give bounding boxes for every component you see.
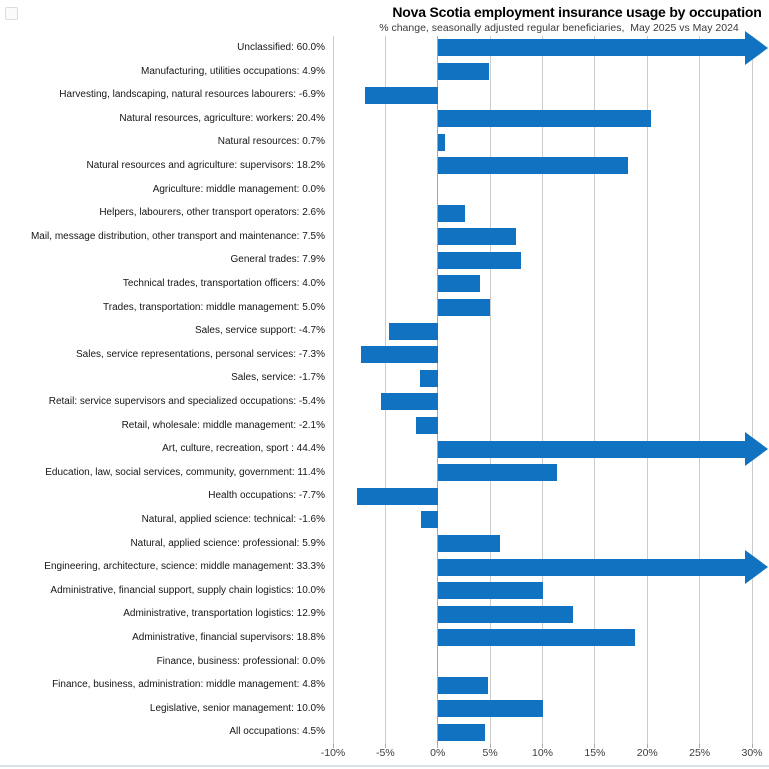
x-axis-tick-label: -10% bbox=[320, 747, 346, 759]
gridline bbox=[752, 36, 753, 744]
x-axis-tick-label: 25% bbox=[689, 747, 711, 759]
category-label: Administrative, transportation logistics: 12.9% bbox=[123, 608, 325, 620]
overflow-arrow-icon bbox=[745, 432, 769, 466]
bar bbox=[438, 205, 465, 222]
category-label: Administrative, financial supervisors: 18.8% bbox=[132, 632, 325, 643]
category-label: Mail, message distribution, other transport and maintenance: 7.5% bbox=[30, 230, 325, 242]
category-label: Engineering, architecture, science: middle management: 33.3% bbox=[44, 561, 325, 573]
overflow-arrow-icon bbox=[745, 31, 769, 65]
category-label: Retail: service supervisors and specialized occupations: -5.4% bbox=[48, 396, 325, 407]
chart-subtitle: % change, seasonally adjusted regular beneficiaries, May 2025 vs May 2024 bbox=[379, 22, 739, 34]
category-label: General trades: 7.9% bbox=[230, 254, 325, 266]
bar bbox=[381, 393, 438, 410]
bar bbox=[389, 323, 438, 340]
gridline bbox=[699, 36, 700, 744]
category-label: Sales, service: -1.7% bbox=[231, 372, 325, 384]
category-label: All occupations: 4.5% bbox=[229, 726, 325, 738]
category-label: Natural, applied science: professional: 5.9% bbox=[130, 537, 325, 549]
category-label: Retail, wholesale: middle management: -2.1% bbox=[121, 419, 325, 431]
gridline bbox=[333, 36, 334, 744]
bar bbox=[438, 582, 543, 599]
x-axis-tick-label: 10% bbox=[531, 747, 554, 759]
bar bbox=[438, 677, 488, 694]
bar bbox=[438, 39, 745, 56]
bar bbox=[438, 559, 745, 576]
category-label-column bbox=[0, 36, 325, 744]
category-label: Harvesting, landscaping, natural resources labourers: -6.9% bbox=[59, 89, 325, 101]
category-label: Education, law, social services, community, government: 11.4% bbox=[45, 466, 325, 478]
category-label: Unclassified: 60.0% bbox=[237, 42, 325, 53]
bar bbox=[438, 700, 543, 717]
bar bbox=[421, 511, 438, 528]
x-axis-tick-label: 30% bbox=[741, 747, 763, 759]
bar bbox=[438, 134, 445, 151]
category-label: Sales, service representations, personal services: -7.3% bbox=[75, 348, 325, 360]
bar bbox=[416, 417, 438, 434]
x-axis-tick-label: -5% bbox=[376, 747, 395, 759]
category-label: Natural resources and agriculture: supervisors: 18.2% bbox=[86, 160, 325, 171]
bottom-edge-line bbox=[0, 765, 769, 767]
bar bbox=[438, 157, 629, 174]
category-label: Finance, business, administration: middle management: 4.8% bbox=[52, 679, 325, 691]
category-label: Finance, business: professional: 0.0% bbox=[156, 655, 325, 667]
category-label: Helpers, labourers, other transport operators: 2.6% bbox=[99, 207, 325, 219]
gridline bbox=[647, 36, 648, 744]
gridline bbox=[385, 36, 386, 744]
bar bbox=[438, 629, 635, 646]
corner-marker bbox=[5, 7, 18, 20]
bar bbox=[361, 346, 437, 363]
bar bbox=[438, 252, 521, 269]
category-label: Natural resources: 0.7% bbox=[217, 136, 325, 148]
category-label: Legislative, senior management: 10.0% bbox=[149, 702, 325, 714]
x-axis-tick-label: 5% bbox=[482, 747, 498, 759]
bar bbox=[438, 535, 500, 552]
category-label: Natural, applied science: technical: -1.6% bbox=[141, 514, 325, 525]
bar bbox=[438, 606, 573, 623]
bar bbox=[438, 464, 557, 481]
x-axis-tick-label: 20% bbox=[636, 747, 658, 759]
category-label: Health occupations: -7.7% bbox=[208, 490, 325, 502]
x-axis-tick-label: 15% bbox=[584, 747, 606, 759]
bar bbox=[438, 110, 652, 127]
category-label: Art, culture, recreation, sport : 44.4% bbox=[162, 443, 325, 455]
bar bbox=[438, 63, 489, 80]
bar bbox=[438, 724, 485, 741]
bar bbox=[357, 488, 438, 505]
bar bbox=[420, 370, 438, 387]
bar bbox=[365, 87, 437, 104]
category-label: Natural resources, agriculture: workers: 20.4% bbox=[119, 112, 325, 124]
plot-area bbox=[333, 36, 752, 744]
bar bbox=[438, 441, 745, 458]
category-label: Manufacturing, utilities occupations: 4.9% bbox=[141, 65, 325, 77]
chart-title: Nova Scotia employment insurance usage by occupation bbox=[392, 4, 762, 20]
x-axis-tick-label: 0% bbox=[430, 747, 446, 759]
category-label: Sales, service support: -4.7% bbox=[194, 325, 325, 337]
category-label: Administrative, financial support, supply chain logistics: 10.0% bbox=[50, 584, 325, 596]
overflow-arrow-icon bbox=[745, 550, 769, 584]
bar bbox=[438, 275, 480, 292]
bar bbox=[438, 228, 517, 245]
category-label: Technical trades, transportation officers: 4.0% bbox=[122, 278, 325, 289]
category-label: Agriculture: middle management: 0.0% bbox=[152, 183, 325, 195]
category-label: Trades, transportation: middle management: 5.0% bbox=[103, 301, 325, 313]
bar bbox=[438, 299, 490, 316]
